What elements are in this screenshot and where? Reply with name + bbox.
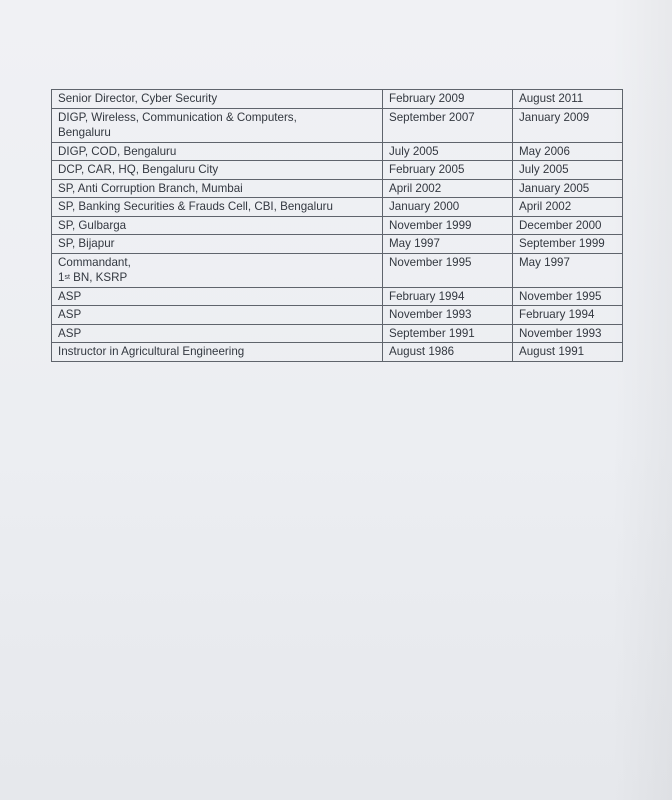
table-row bbox=[52, 216, 623, 235]
table-row bbox=[52, 108, 623, 142]
from-date-cell: November 1995 bbox=[383, 253, 513, 287]
from-date-cell: February 2009 bbox=[383, 90, 513, 109]
post-cell: DIGP, COD, Bengaluru bbox=[52, 142, 383, 161]
from-date-cell: August 1986 bbox=[383, 343, 513, 362]
post-cell: ASP bbox=[52, 287, 383, 306]
to-date-cell: May 1997 bbox=[513, 253, 623, 287]
post-cell bbox=[52, 253, 383, 287]
from-date-cell: July 2005 bbox=[383, 142, 513, 161]
post-number: 1 bbox=[58, 271, 65, 284]
to-date-cell: April 2002 bbox=[513, 198, 623, 217]
to-date-cell: May 2006 bbox=[513, 142, 623, 161]
to-date-cell: February 1994 bbox=[513, 306, 623, 325]
to-date-cell: December 2000 bbox=[513, 216, 623, 235]
table-row bbox=[52, 90, 623, 109]
to-date-cell: August 2011 bbox=[513, 90, 623, 109]
table-row bbox=[52, 198, 623, 217]
table-row bbox=[52, 235, 623, 254]
service-record-table bbox=[51, 89, 623, 362]
table-row bbox=[52, 306, 623, 325]
post-line-2-rest: BN, KSRP bbox=[69, 271, 128, 284]
from-date-cell: February 2005 bbox=[383, 161, 513, 180]
to-date-cell: August 1991 bbox=[513, 343, 623, 362]
table-row bbox=[52, 253, 623, 287]
table-row bbox=[52, 324, 623, 343]
to-date-cell: November 1993 bbox=[513, 324, 623, 343]
post-cell bbox=[52, 108, 383, 142]
post-cell: SP, Banking Securities & Frauds Cell, CBI, Bengaluru bbox=[52, 198, 383, 217]
table-row bbox=[52, 343, 623, 362]
post-cell: SP, Anti Corruption Branch, Mumbai bbox=[52, 179, 383, 198]
from-date-cell: November 1999 bbox=[383, 216, 513, 235]
from-date-cell: April 2002 bbox=[383, 179, 513, 198]
to-date-cell: January 2005 bbox=[513, 179, 623, 198]
post-cell: Senior Director, Cyber Security bbox=[52, 90, 383, 109]
post-cell: DCP, CAR, HQ, Bengaluru City bbox=[52, 161, 383, 180]
post-line-2: Bengaluru bbox=[58, 126, 111, 139]
to-date-cell: July 2005 bbox=[513, 161, 623, 180]
from-date-cell: September 1991 bbox=[383, 324, 513, 343]
table-row bbox=[52, 287, 623, 306]
to-date-cell: September 1999 bbox=[513, 235, 623, 254]
from-date-cell: September 2007 bbox=[383, 108, 513, 142]
from-date-cell: November 1993 bbox=[383, 306, 513, 325]
table-row bbox=[52, 142, 623, 161]
to-date-cell: November 1995 bbox=[513, 287, 623, 306]
post-cell: ASP bbox=[52, 324, 383, 343]
to-date-cell: January 2009 bbox=[513, 108, 623, 142]
post-cell: SP, Bijapur bbox=[52, 235, 383, 254]
table-row bbox=[52, 161, 623, 180]
from-date-cell: February 1994 bbox=[383, 287, 513, 306]
post-line-1: DIGP, Wireless, Communication & Computers, bbox=[58, 110, 297, 124]
post-line-1: Commandant, bbox=[58, 255, 131, 269]
table-row bbox=[52, 179, 623, 198]
post-cell: SP, Gulbarga bbox=[52, 216, 383, 235]
from-date-cell: May 1997 bbox=[383, 235, 513, 254]
ordinal-suffix: st bbox=[64, 274, 70, 281]
post-cell: Instructor in Agricultural Engineering bbox=[52, 343, 383, 362]
post-cell: ASP bbox=[52, 306, 383, 325]
from-date-cell: January 2000 bbox=[383, 198, 513, 217]
